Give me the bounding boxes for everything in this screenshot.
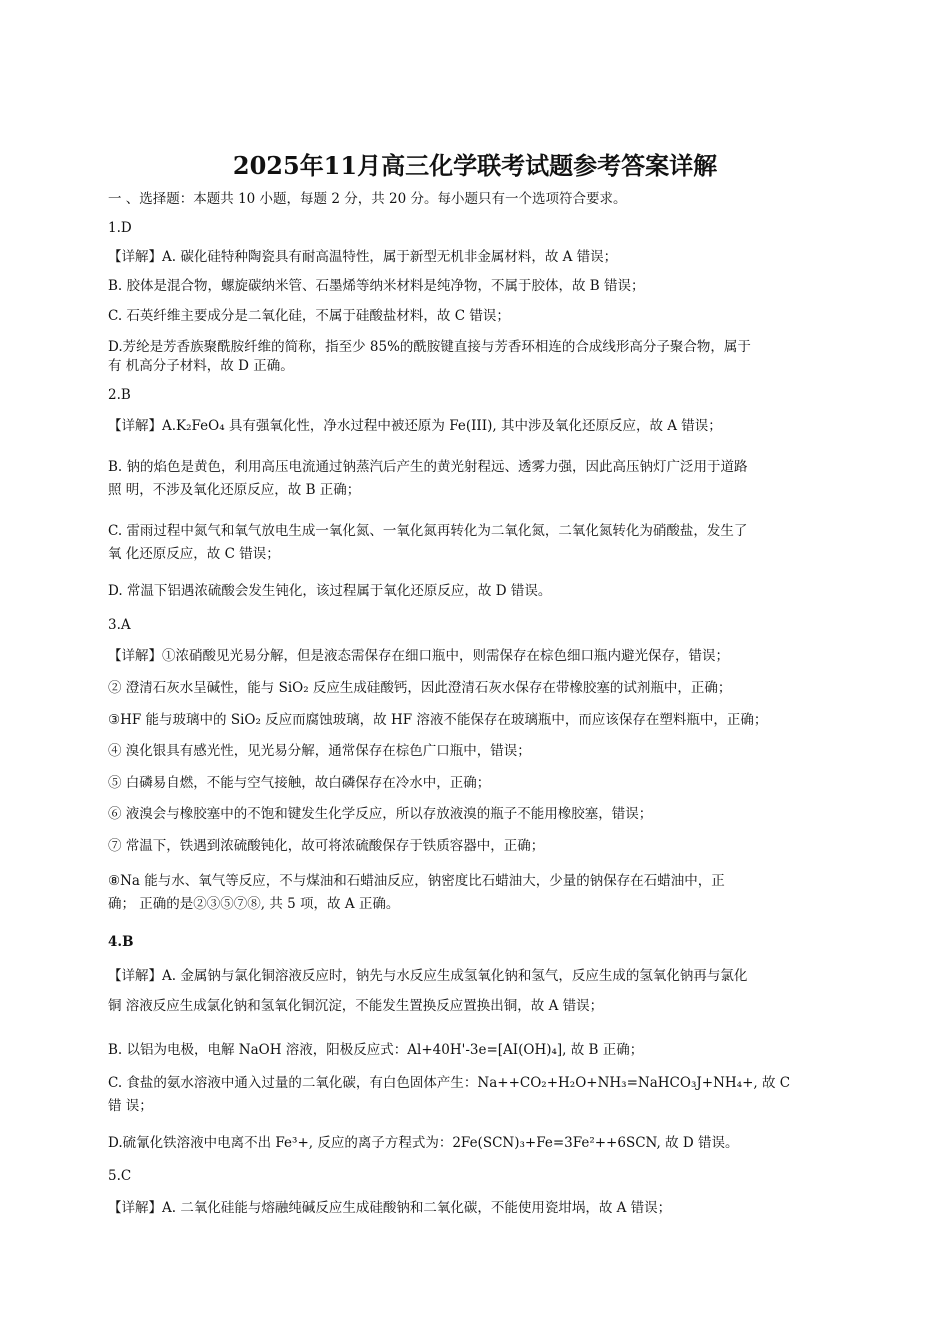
- q2-explanation-line: 氧 化还原反应，故 C 错误；: [108, 546, 280, 562]
- section-intro: 一 、选择题：本题共 10 小题，每题 2 分，共 20 分。每小题只有一个选项符合要求。: [108, 191, 627, 207]
- q4-explanation-line: 错 误；: [108, 1098, 153, 1114]
- q4-answer: 4.B: [108, 934, 134, 950]
- q4-explanation-line: D.硫氰化铁溶液中电离不出 Fe³+, 反应的离子方程式为：2Fe(SCN)₃+Fe=3Fe²++6SCN, 故 D 错误。: [108, 1135, 739, 1151]
- q3-explanation-line: ⑥ 液溴会与橡胶塞中的不饱和键发生化学反应，所以存放液溴的瓶子不能用橡胶塞，错误；: [108, 806, 653, 822]
- q2-answer: 2.B: [108, 387, 131, 403]
- q3-explanation-line: ⑧Na 能与水、氧气等反应，不与煤油和石蜡油反应，钠密度比石蜡油大，少量的钠保存在石蜡油中，正: [108, 873, 725, 889]
- q3-explanation-line: ③HF 能与玻璃中的 SiO₂ 反应而腐蚀玻璃，故 HF 溶液不能保存在玻璃瓶中，而应该保存在塑料瓶中，正确；: [108, 712, 768, 728]
- q2-explanation-line: D. 常温下铝遇浓硫酸会发生钝化，该过程属于氧化还原反应，故 D 错误。: [108, 583, 552, 599]
- q4-explanation-line: C. 食盐的氨水溶液中通入过量的二氧化碳，有白色固体产生：Na++CO₂+H₂O+NH₃=NaHCO₃J+NH₄+, 故 C: [108, 1075, 791, 1091]
- q3-explanation-line: ⑤ 白磷易自燃，不能与空气接触，故白磷保存在冷水中，正确；: [108, 775, 491, 791]
- q1-explanation-line: B. 胶体是混合物，螺旋碳纳米管、石墨烯等纳米材料是纯净物，不属于胶体，故 B 错误；: [108, 278, 645, 294]
- q3-explanation-line: ⑦ 常温下，铁遇到浓硫酸钝化，故可将浓硫酸保存于铁质容器中，正确；: [108, 838, 545, 854]
- document-title: 2025年11月高三化学联考试题参考答案详解: [232, 151, 718, 180]
- q4-explanation-line: 铜 溶液反应生成氯化钠和氢氧化铜沉淀，不能发生置换反应置换出铜，故 A 错误；: [108, 998, 604, 1014]
- q1-answer: 1.D: [108, 220, 132, 236]
- q3-answer: 3.A: [108, 617, 131, 633]
- q1-explanation-line: 有 机高分子材料，故 D 正确。: [108, 358, 294, 374]
- q4-explanation-line: 【详解】A. 金属钠与氯化铜溶液反应时，钠先与水反应生成氢氧化钠和氢气，反应生成的氢氧化钠再与氯化: [108, 968, 748, 984]
- q2-explanation-line: C. 雷雨过程中氮气和氧气放电生成一氧化氮、一氧化氮再转化为二氧化氮，二氧化氮转化为硝酸盐，发生了: [108, 523, 748, 539]
- q1-explanation-line: C. 石英纤维主要成分是二氧化硅，不属于硅酸盐材料，故 C 错误；: [108, 308, 510, 324]
- q2-explanation-line: 【详解】A.K₂FeO₄ 具有强氧化性，净水过程中被还原为 Fe(III), 其中涉及氧化还原反应，故 A 错误；: [108, 418, 722, 434]
- q3-explanation-line: 确； 正确的是②③⑤⑦⑧, 共 5 项，故 A 正确。: [108, 896, 400, 912]
- q1-explanation-line: D.芳纶是芳香族聚酰胺纤维的简称，指至少 85%的酰胺键直接与芳香环相连的合成线形高分子聚合物，属于: [108, 339, 751, 355]
- q3-explanation-line: ② 澄清石灰水呈碱性，能与 SiO₂ 反应生成硅酸钙，因此澄清石灰水保存在带橡胶塞的试剂瓶中，正确；: [108, 680, 732, 696]
- q1-explanation-line: 【详解】A. 碳化硅特种陶瓷具有耐高温特性，属于新型无机非金属材料，故 A 错误；: [108, 249, 618, 265]
- q5-explanation-line: 【详解】A. 二氧化硅能与熔融纯碱反应生成硅酸钠和二氧化碳，不能使用瓷坩埚，故 A 错误；: [108, 1200, 672, 1216]
- q2-explanation-line: B. 钠的焰色是黄色，利用高压电流通过钠蒸汽后产生的黄光射程远、透雾力强，因此高压钠灯广泛用于道路: [108, 459, 748, 475]
- q5-answer: 5.C: [108, 1168, 132, 1184]
- q3-explanation-line: ④ 溴化银具有感光性，见光易分解，通常保存在棕色广口瓶中，错误；: [108, 743, 531, 759]
- q3-explanation-line: 【详解】①浓硝酸见光易分解，但是液态需保存在细口瓶中，则需保存在棕色细口瓶内避光保存，错误；: [108, 648, 729, 664]
- q4-explanation-line: B. 以铝为电极，电解 NaOH 溶液，阳极反应式：Al+40H'-3e=[AI(OH)₄], 故 B 正确；: [108, 1042, 644, 1058]
- q2-explanation-line: 照 明，不涉及氧化还原反应，故 B 正确；: [108, 482, 361, 498]
